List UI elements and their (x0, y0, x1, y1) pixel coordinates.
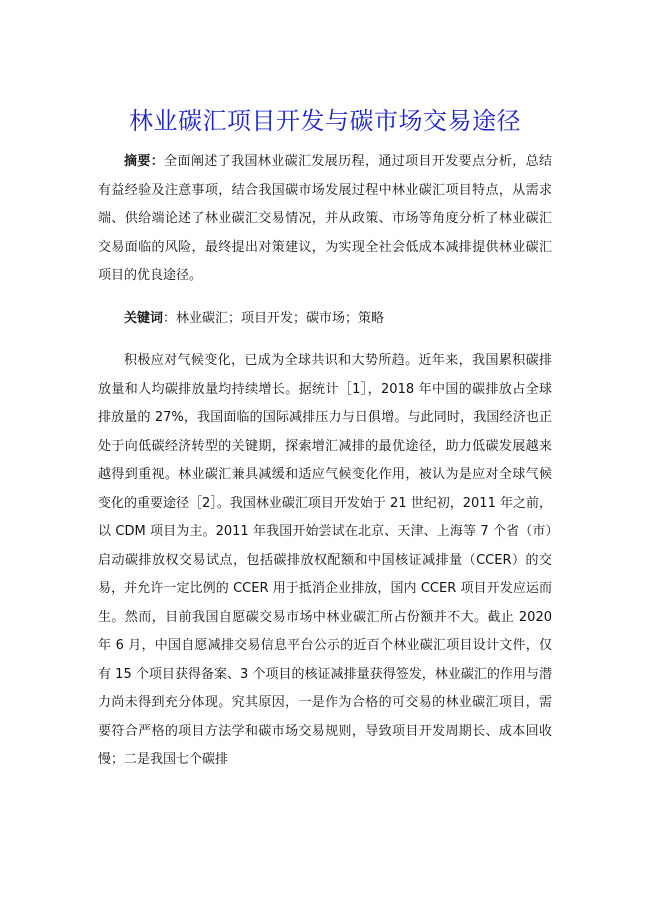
abstract-text: 全面阐述了我国林业碳汇发展历程，通过项目开发要点分析，总结有益经验及注意事项，结合我国碳市场发展过程中林业碳汇项目特点，从需求端、供给端论述了林业碳汇交易情况，并从政策、市场等角度分析了林业碳汇交易面临的风险，最终提出对策建议，为实现全社会低成本减排提供林业碳汇项目的优良途径。 (98, 154, 552, 283)
keywords-paragraph (98, 305, 552, 334)
keywords-text: ：林业碳汇；项目开发；碳市场；策略 (163, 310, 385, 326)
keywords-label: 关键词 (124, 310, 164, 326)
abstract-paragraph (98, 148, 552, 291)
abstract-label: 摘要： (124, 154, 165, 169)
body-paragraph: 积极应对气候变化，已成为全球共识和大势所趋。近年来，我国累积碳排放量和人均碳排放量均持续增长。据统计［1］，2018 年中国的碳排放占全球排放量的 27%，我国面临的国际减排压力与日俱增。与此同时，我国经济也正处于向低碳经济转型的关键期，探索增汇减排的最优途径，助力低碳发展越来越得到重视。林业碳汇兼具减缓和适应气候变化作用，被认为是应对全球气候变化的重要途径［2］。我国林业碳汇项目开发始于 21 世纪初，2011 年之前，以 CDM 项目为主。2011 年我国开始尝试在北京、天津、上海等 7 个省（市）启动碳排放权交易试点，包括碳排放权配额和中国核证减排量（CCER）的交易，并允许一定比例的 CCER 用于抵消企业排放，国内 CCER 项目开发应运而生。然而，目前我国自愿碳交易市场中林业碳汇所占份额并不大。截止 2020 年 6 月，中国自愿减排交易信息平台公示的近百个林业碳汇项目设计文件，仅有 15 个项目获得备案、3 个项目的核证减排量获得签发，林业碳汇的作用与潜力尚未得到充分体现。究其原因，一是作为合格的可交易的林业碳汇项目，需要符合严格的项目方法学和碳市场交易规则，导致项目开发周期长、成本回收慢；二是我国七个碳排 (98, 353, 552, 767)
document-title: 林业碳汇项目开发与碳市场交易途径 (129, 107, 521, 135)
